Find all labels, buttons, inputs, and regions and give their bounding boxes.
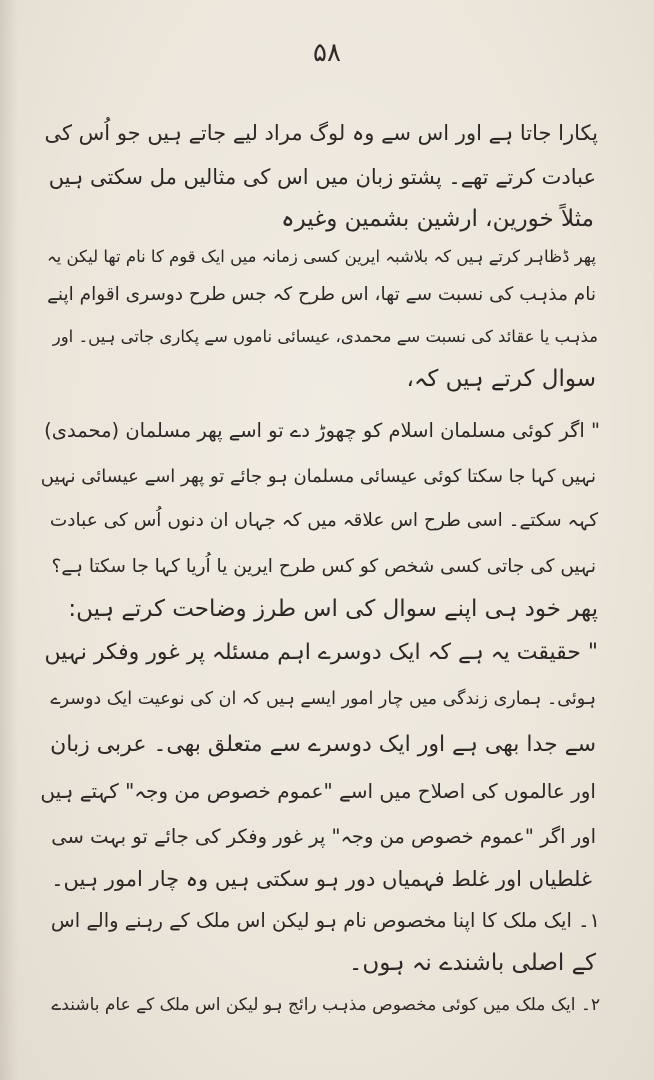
quote-line-2: نہیں کہا جا سکتا کوئی عیسائی مسلمان ہو جائے تو پھر اسے عیسائی نہیں xyxy=(40,466,596,487)
quote-line-3: کہہ سکتے۔ اسی طرح اس علاقہ میں کہ جہاں ان دنوں اُس کی عبادت xyxy=(49,510,598,531)
text-line-7: سوال کرتے ہیں کہ، xyxy=(406,366,596,392)
text-line-5: نام مذہب کی نسبت سے تھا، اس طرح کہ جس طرح دوسری اقوام اپنے xyxy=(47,284,596,305)
quote2-line-5: اور اگر "عموم خصوص من وجہ" پر غور وفکر کی جائے تو بہت سی xyxy=(51,825,596,848)
quote-line-4: نہیں کی جاتی کسی شخص کو کس طرح ایرین یا اُریا کہا جا سکتا ہے؟ xyxy=(51,556,596,577)
text-line-3: مثلاً خورین، ارشین بشمین وغیرہ xyxy=(281,206,594,232)
text-line-2: عبادت کرتے تھے۔ پشتو زبان میں اس کی مثالیں مل سکتی ہیں xyxy=(48,165,596,189)
quote2-line-2: ہوئی۔ ہماری زندگی میں چار امور ایسے ہیں کہ ان کی نوعیت ایک دوسرے xyxy=(50,689,596,709)
text-line-8: پھر خود ہی اپنے سوال کی اس طرز وضاحت کرتے ہیں: xyxy=(68,596,598,622)
quote2-line-6: غلطیاں اور غلط فہمیاں دور ہو سکتی ہیں وہ چار امور ہیں۔ xyxy=(51,867,592,891)
text-line-4: پھر ڈظاہر کرتے ہیں کہ بلاشبہ ایرین کسی زمانہ میں ایک قوم کا نام تھا لیکن یہ xyxy=(46,247,596,266)
list-item-1-line-2: کے اصلی باشندے نہ ہوں۔ xyxy=(348,950,596,976)
text-line-1: پکارا جاتا ہے اور اس سے وہ لوگ مراد لیے جاتے ہیں جو اُس کی xyxy=(44,121,598,145)
page-gutter-shadow xyxy=(0,0,18,1080)
quote-line-1: " اگر کوئی مسلمان اسلام کو چھوڑ دے تو اسے پھر مسلمان (محمدی) xyxy=(44,419,600,442)
list-item-2-line-1: ۲۔ ایک ملک میں کوئی مخصوص مذہب رائج ہو لیکن اس ملک کے عام باشندے xyxy=(51,995,600,1015)
page-number: ۵۸ xyxy=(313,38,341,68)
quote2-line-3: سے جدا بھی ہے اور ایک دوسرے سے متعلق بھی۔ عربی زبان xyxy=(50,732,596,757)
quote2-line-1: " حقیقت یہ ہے کہ ایک دوسرے اہم مسئلہ پر غور وفکر نہیں xyxy=(44,640,598,665)
quote2-line-4: اور عالموں کی اصلاح میں اسے "عموم خصوص من وجہ" کہتے ہیں xyxy=(40,779,596,803)
text-line-6: مذہب یا عقائد کی نسبت سے محمدی، عیسائی ناموں سے پکاری جاتی ہیں۔ اور xyxy=(52,327,598,346)
list-item-1-line-1: ۱۔ ایک ملک کا اپنا مخصوص نام ہو لیکن اس ملک کے رہنے والے اس xyxy=(50,909,600,932)
